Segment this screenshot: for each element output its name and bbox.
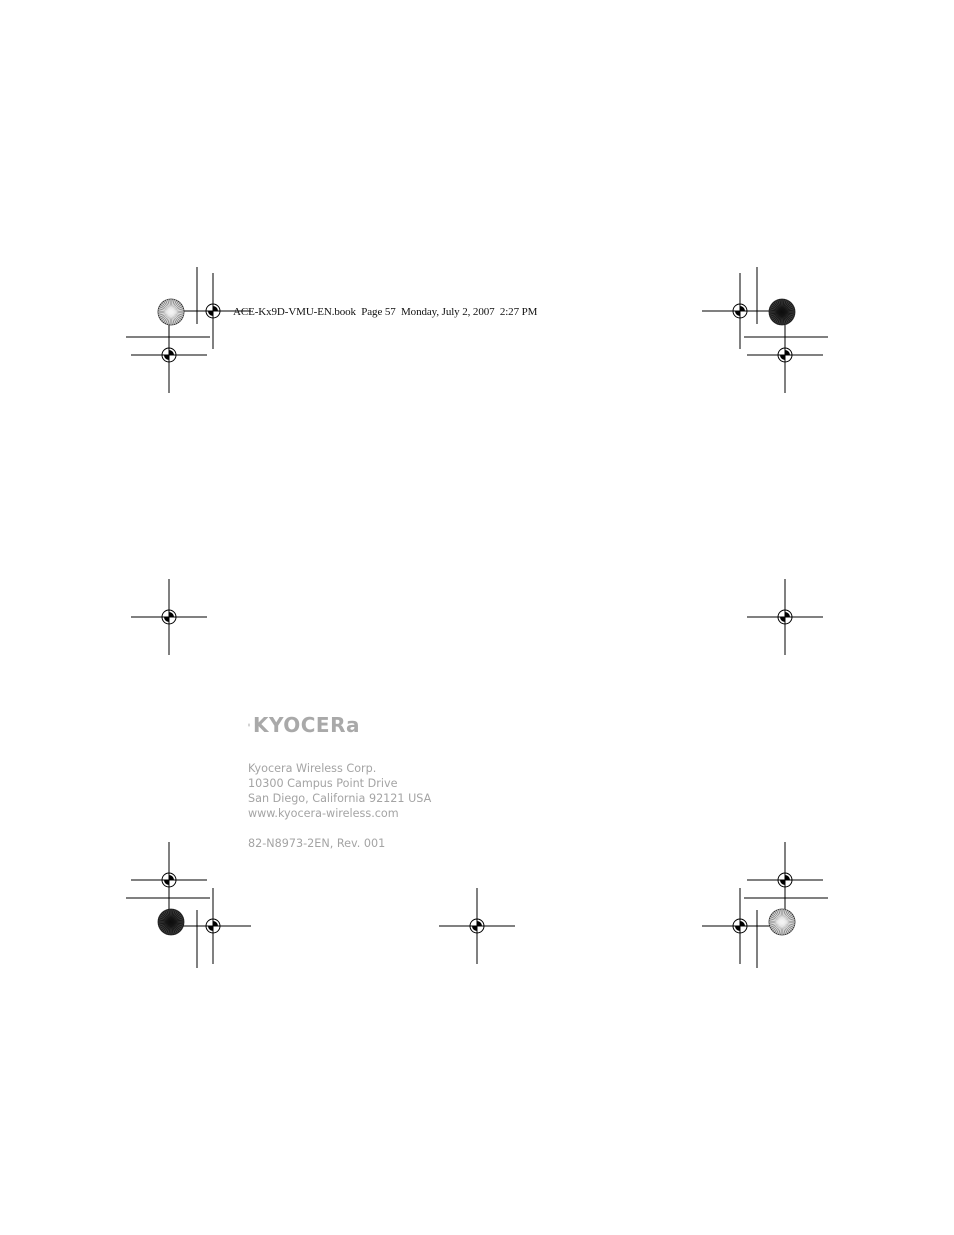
kyocera-logo (248, 711, 360, 739)
registration-mark (747, 317, 823, 393)
registration-mark (131, 579, 207, 655)
logo-wordmark: KYOCERa (252, 713, 360, 737)
registration-mark (131, 317, 207, 393)
city-state-zip: San Diego, California 92121 USA (248, 792, 432, 805)
registration-mark (175, 888, 251, 964)
registration-mark (747, 579, 823, 655)
company-name: Kyocera Wireless Corp. (248, 762, 377, 775)
website-url: www.kyocera-wireless.com (248, 807, 399, 820)
registration-mark (702, 888, 778, 964)
registration-mark (131, 842, 207, 918)
registration-mark (747, 842, 823, 918)
starburst-target (769, 299, 795, 325)
trim-lines (126, 267, 828, 968)
registration-mark (702, 273, 778, 349)
starburst-target (769, 909, 795, 935)
street-address: 10300 Campus Point Drive (248, 777, 398, 790)
kyocera-logo-icon (248, 713, 250, 737)
starburst-target (158, 299, 184, 325)
company-address (248, 761, 431, 821)
registration-marks (131, 273, 823, 964)
part-number: 82-N8973-2EN, Rev. 001 (248, 837, 386, 850)
registration-mark (439, 888, 515, 964)
starburst-target (158, 909, 184, 935)
page-slug: ACE-Kx9D-VMU-EN.book Page 57 Monday, July 2, 2007 2:27 PM (233, 306, 538, 318)
